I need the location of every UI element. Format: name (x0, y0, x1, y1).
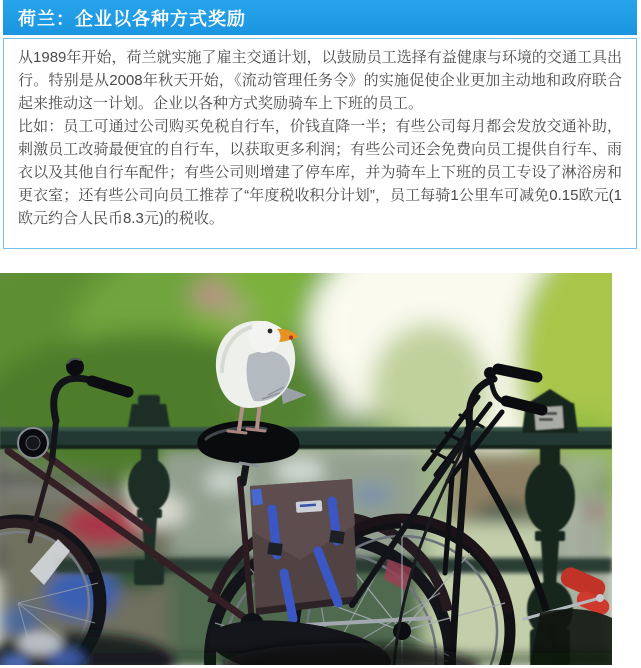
pannier-bag (250, 479, 358, 619)
article-photo[interactable] (0, 273, 612, 665)
photo-illustration (0, 273, 612, 665)
seagull-eye (268, 329, 273, 334)
article-paragraph-2: 比如：员工可通过公司购买免税自行车，价钱直降一半；有些公司每月都会发放交通补助，刺激员工改骑最便宜的自行车，以获取更多利润；有些公司还会免费向员工提供自行车、雨衣以及其他自行车配件；有些公司则增建了停车库，并为骑车上下班的员工专设了淋浴房和更衣室；还有些公司向员工推荐了“年度税收积分计划”，员工每骑1公里车可减免0.15欧元(1欧元约合人民币8.3元)的税收。 (18, 118, 622, 227)
article-body-box (3, 38, 637, 249)
page-title: 荷兰：企业以各种方式奖励 (18, 8, 246, 29)
article-paragraph-1: 从1989年开始，荷兰就实施了雇主交通计划，以鼓励员工选择有益健康与环境的交通工具出行。特别是从2008年秋天开始，《流动管理任务令》的实施促使企业更加主动地和政府联合起来推动这一计划。企业以各种方式奖励骑车上下班的员工。 (18, 49, 622, 112)
blossom-blob (192, 283, 232, 307)
article-header (3, 0, 637, 35)
